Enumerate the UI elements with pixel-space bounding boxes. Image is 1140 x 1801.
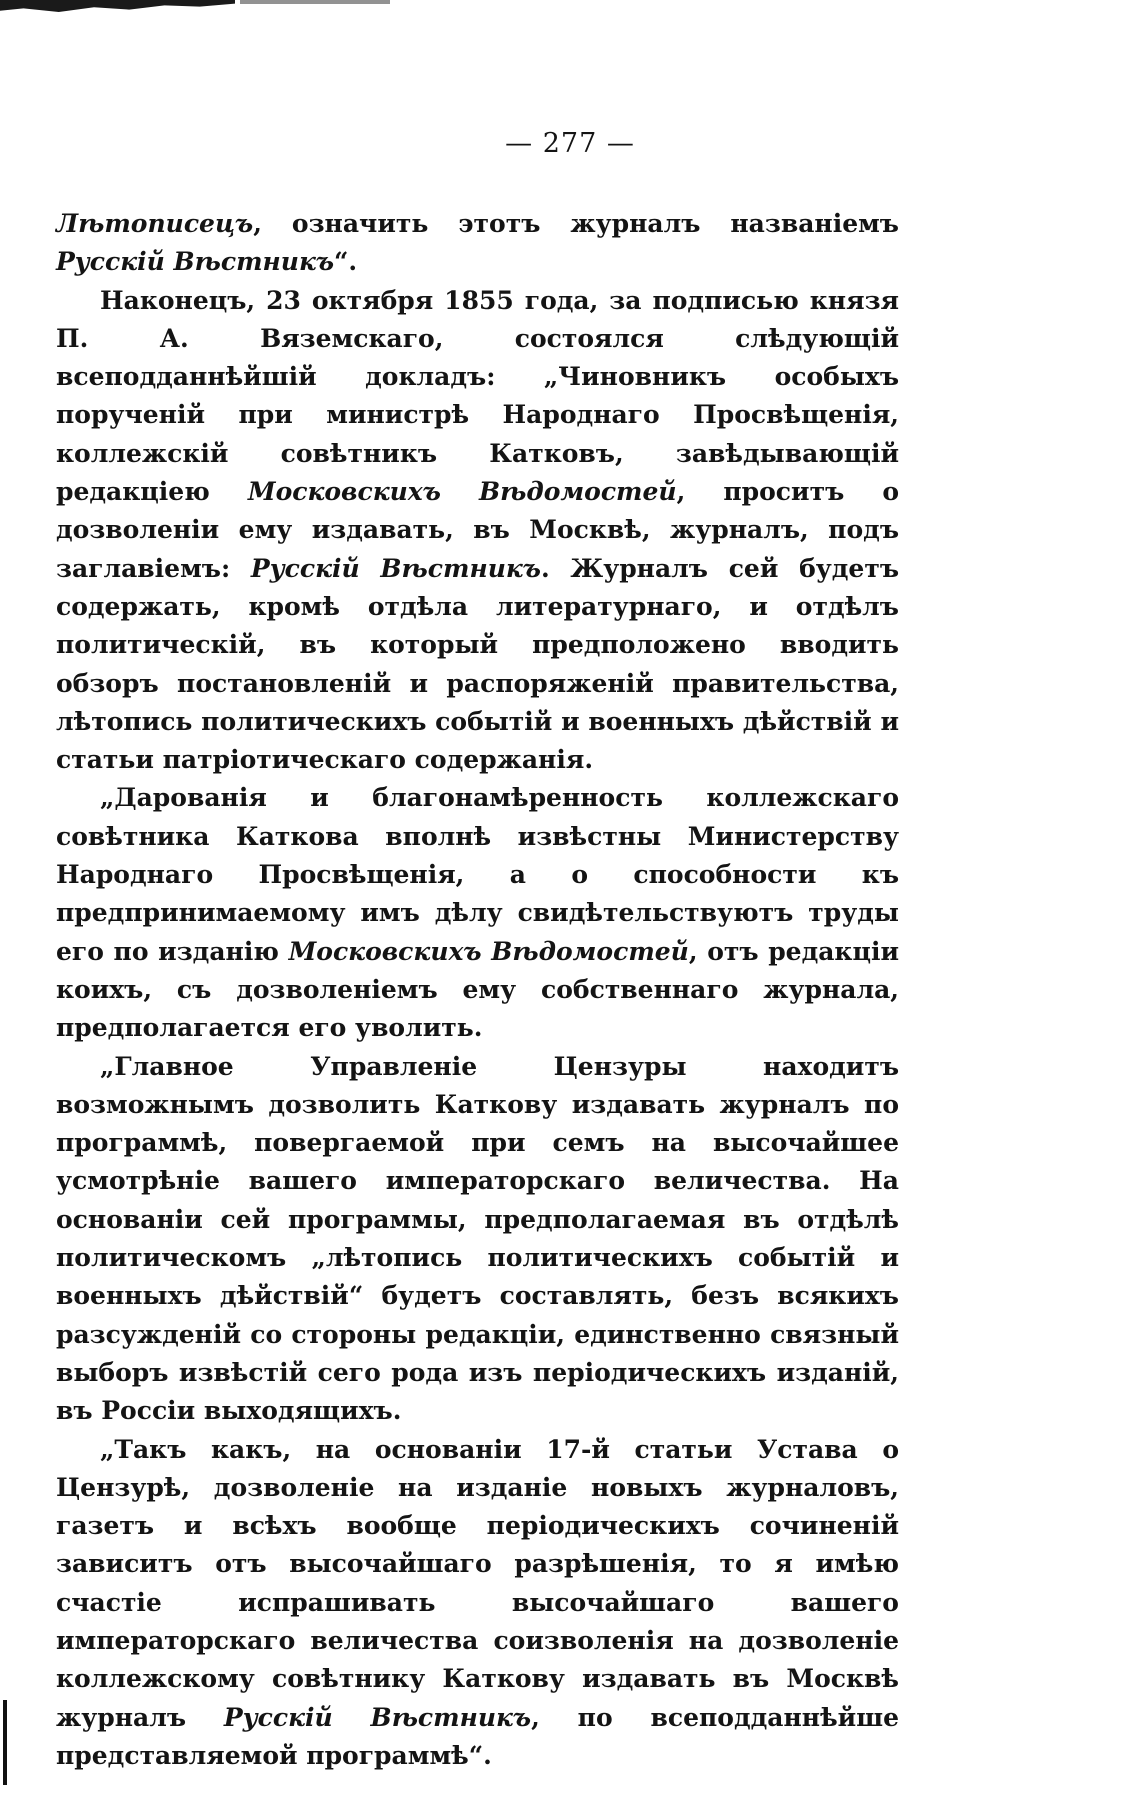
- text-segment: , отъ редакціи коихъ, съ дозволеніемъ ему собственнаго журнала, предполагается его уволить.: [56, 936, 899, 1043]
- paragraph: [56, 1048, 899, 1431]
- text-segment: Московскихъ Вѣдомостей: [288, 936, 689, 966]
- text-segment: „Главное Управленіе Цензуры находитъ возможнымъ дозволить Каткову издавать журналъ по программѣ, повергаемой при семъ на высочайшее усмотрѣніе вашего императорскаго величества. На основаніи сей программы, предполагаемая въ отдѣлѣ политическомъ „лѣтопись политическихъ событій и военныхъ дѣйствій“ будетъ составлять, безъ всякихъ разсужденій со стороны редакціи, единственно связный выборъ извѣстій сего рода изъ періодическихъ изданій, въ Россіи выходящихъ.: [56, 1051, 899, 1426]
- text-segment: , проситъ о дозволеніи ему издавать, въ Москвѣ, журналъ, подъ заглавіемъ:: [56, 477, 899, 583]
- body-text: [56, 205, 899, 1775]
- text-segment: “.: [334, 247, 358, 277]
- paragraph: [56, 205, 899, 282]
- scan-artifact-top-faint: [240, 0, 390, 4]
- scan-artifact-left: [3, 1700, 7, 1785]
- text-segment: „Дарованія и благонамѣренность коллежскаго совѣтника Каткова вполнѣ извѣстны Министерству Народнаго Просвѣщенія, а о способности къ предпринимаемому имъ дѣлу свидѣтельствуютъ труды его по изданію: [56, 783, 899, 966]
- text-segment: , по всеподданнѣйше представляемой программѣ“.: [56, 1702, 899, 1770]
- text-segment: Лѣтописецъ: [56, 209, 254, 238]
- scan-artifact-top: [0, 0, 235, 12]
- paragraph: [56, 779, 899, 1047]
- text-segment: Московскихъ Вѣдомостей: [247, 477, 677, 507]
- text-segment: Русскій Вѣстникъ: [223, 1702, 532, 1732]
- paragraph: [56, 1431, 899, 1776]
- text-segment: . Журналъ сей будетъ содержать, кромѣ отдѣла литературнаго, и отдѣлъ политическій, въ который предположено вводить обзоръ постановленій и распоряженій правительства, лѣтопись политическихъ событій и военныхъ дѣйствій и статьи патріотическаго содержанія.: [56, 553, 899, 775]
- text-segment: Русскій Вѣстникъ: [250, 553, 541, 583]
- text-segment: Наконецъ, 23 октября 1855 года, за подписью князя П. А. Вяземскаго, состоялся слѣдующій всеподданнѣйшій докладъ: „Чиновникъ особыхъ порученій при министрѣ Народнаго Просвѣщенія, коллежскій совѣтникъ Катковъ, завѣдывающій редакціею: [56, 285, 899, 507]
- text-segment: Русскій Вѣстникъ: [56, 247, 335, 277]
- paragraph: [56, 282, 899, 780]
- text-segment: , означить этотъ журналъ названіемъ: [253, 209, 899, 238]
- page-number: — 277 —: [505, 128, 635, 159]
- text-segment: „Такъ какъ, на основаніи 17-й статьи Устава о Цензурѣ, дозволеніе на изданіе новыхъ журналовъ, газетъ и всѣхъ вообще періодическихъ сочиненій зависитъ отъ высочайшаго разрѣшенія, то я имѣю счастіе испрашивать высочайшаго вашего императорскаго величества соизволенія на дозволеніе коллежскому совѣтнику Каткову издавать въ Москвѣ журналъ: [56, 1434, 899, 1732]
